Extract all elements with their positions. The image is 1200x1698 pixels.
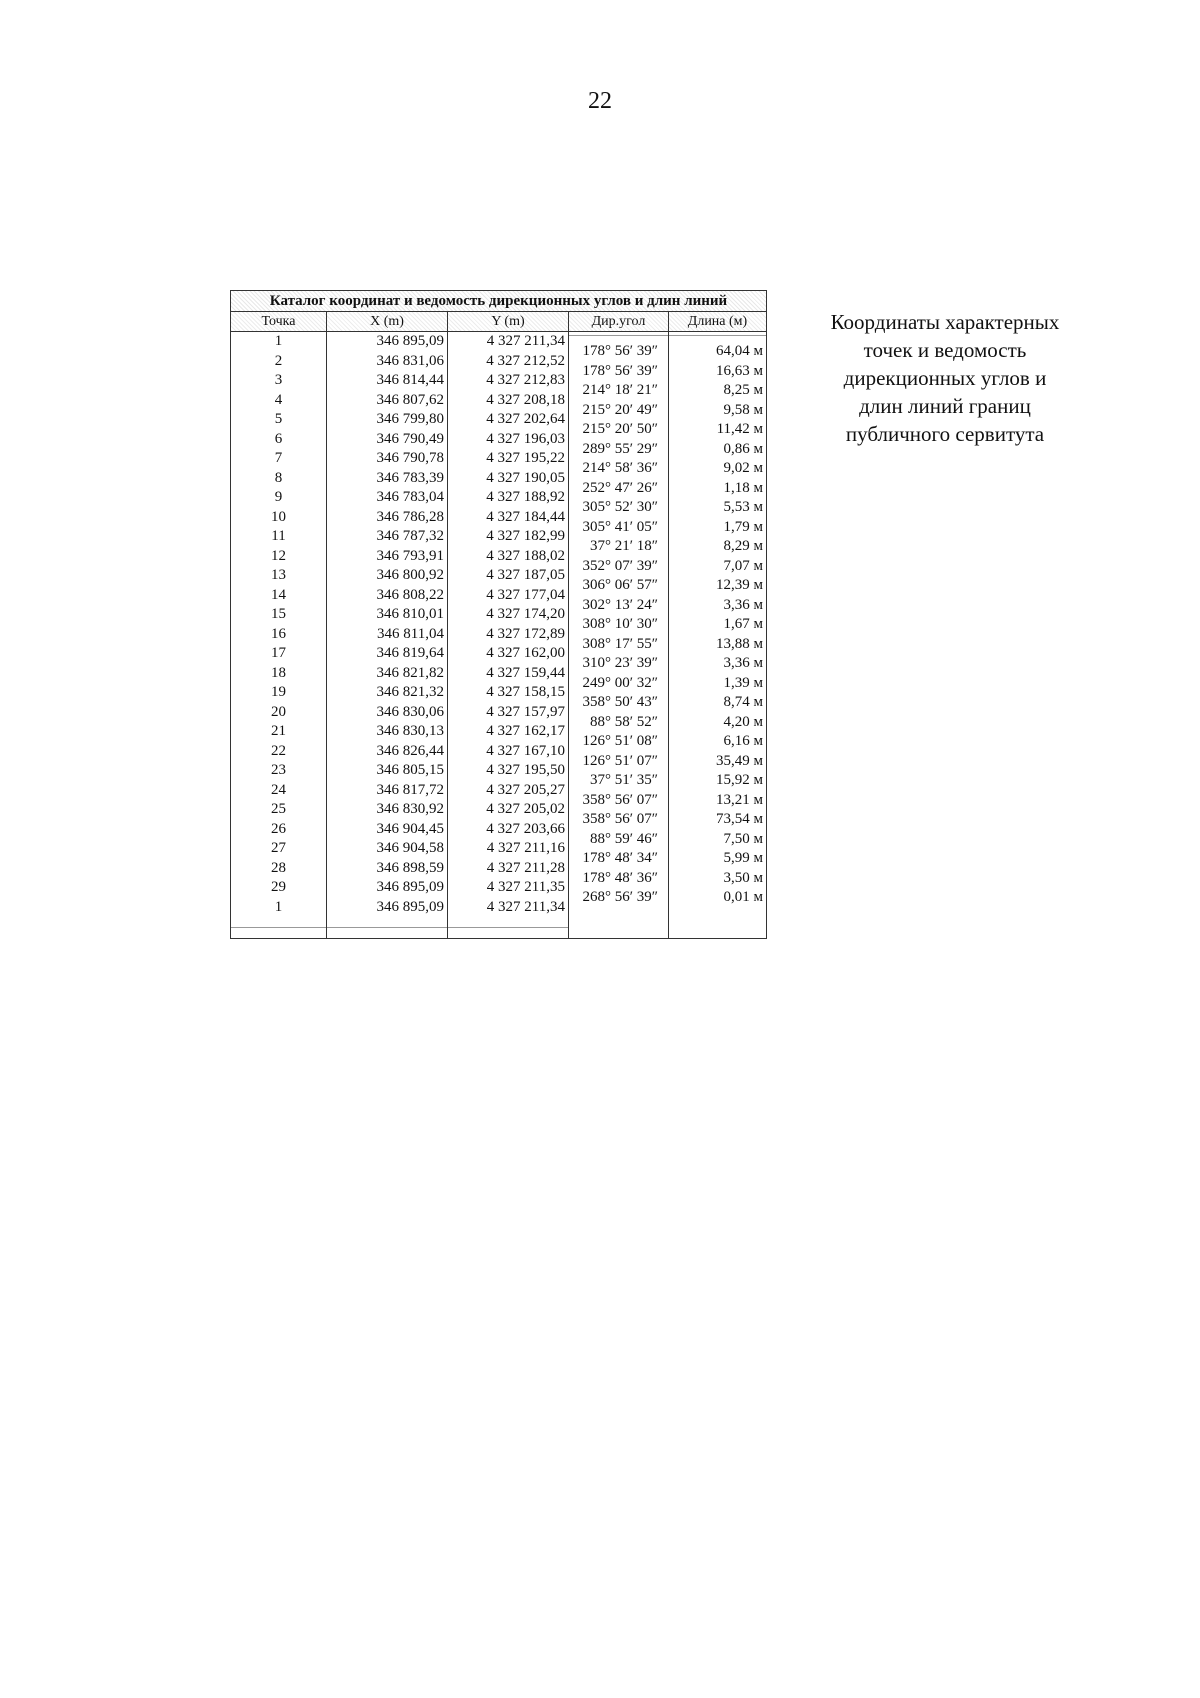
table-cell: 20 bbox=[271, 703, 286, 720]
table-cell: 4 327 196,03 bbox=[486, 430, 565, 447]
table-cell: 4 327 211,34 bbox=[486, 898, 565, 915]
x-column bbox=[327, 332, 448, 938]
table-cell: 346 783,39 bbox=[376, 469, 444, 486]
table-cell: 346 790,49 bbox=[376, 430, 444, 447]
table-header-row bbox=[231, 312, 766, 332]
table-cell: 4 327 182,99 bbox=[486, 528, 565, 544]
table-cell: 126° 51′ 07″ bbox=[582, 752, 658, 769]
table-title: Каталог координат и ведомость дирекционных углов и длин линий bbox=[231, 291, 766, 312]
table-cell: 35,49 м bbox=[716, 752, 763, 769]
table-cell: 346 814,44 bbox=[376, 372, 444, 388]
coordinate-catalog-table bbox=[230, 290, 767, 939]
table-cell: 308° 10′ 30″ bbox=[582, 616, 658, 632]
table-cell: 6,16 м bbox=[723, 733, 763, 749]
table-cell: 4,20 м bbox=[723, 713, 763, 730]
table-cell: 0,01 м bbox=[723, 889, 763, 905]
table-cell: 4 327 187,05 bbox=[486, 567, 565, 583]
table-cell: 18 bbox=[271, 664, 286, 681]
table-cell: 4 327 158,15 bbox=[486, 684, 565, 700]
table-cell: 23 bbox=[271, 762, 286, 778]
table-cell: 4 327 203,66 bbox=[486, 820, 565, 837]
table-cell: 4 327 174,20 bbox=[486, 606, 565, 622]
table-cell: 249° 00′ 32″ bbox=[582, 674, 658, 691]
table-cell: 346 790,78 bbox=[376, 450, 444, 466]
table-cell: 5 bbox=[274, 411, 283, 427]
table-cell: 346 810,01 bbox=[376, 606, 444, 622]
table-cell: 16 bbox=[271, 625, 286, 642]
table-cell: 28 bbox=[271, 859, 286, 876]
table-cell: 88° 58′ 52″ bbox=[589, 713, 658, 730]
table-cell: 4 327 211,35 bbox=[486, 879, 565, 895]
caption-line: Координаты характерных bbox=[830, 310, 1060, 334]
table-cell: 8 bbox=[274, 469, 283, 486]
table-cell: 346 811,04 bbox=[377, 625, 444, 642]
table-cell: 268° 56′ 39″ bbox=[582, 889, 658, 905]
page-number: 22 bbox=[588, 88, 612, 114]
table-cell: 37° 21′ 18″ bbox=[589, 538, 658, 554]
table-cell: 346 819,64 bbox=[376, 645, 444, 661]
table-cell: 346 904,58 bbox=[376, 840, 444, 856]
table-cell: 214° 18′ 21″ bbox=[582, 382, 658, 398]
direction-angle-column bbox=[569, 332, 669, 938]
point-column bbox=[231, 332, 327, 938]
header-length: Длина (м) bbox=[687, 314, 748, 329]
table-cell: 178° 56′ 39″ bbox=[582, 362, 658, 379]
table-cell: 11 bbox=[271, 528, 286, 544]
table-cell: 4 bbox=[274, 391, 283, 408]
table-cell: 1,39 м bbox=[723, 674, 763, 691]
table-cell: 358° 56′ 07″ bbox=[582, 791, 658, 808]
table-cell: 178° 48′ 36″ bbox=[582, 869, 658, 886]
table-cell: 9,58 м bbox=[723, 401, 763, 418]
table-cell: 346 821,32 bbox=[376, 684, 444, 700]
table-cell: 12,39 м bbox=[716, 577, 763, 593]
table-cell: 13,88 м bbox=[716, 635, 763, 652]
table-cell: 346 831,06 bbox=[376, 352, 444, 369]
table-cell: 4 327 195,22 bbox=[486, 450, 565, 466]
table-cell: 9,02 м bbox=[723, 460, 763, 476]
table-cell: 21 bbox=[271, 723, 286, 739]
table-cell: 346 800,92 bbox=[376, 567, 444, 583]
table-cell: 4 327 205,27 bbox=[486, 781, 565, 798]
table-cell: 4 327 159,44 bbox=[486, 664, 565, 681]
table-cell: 352° 07′ 39″ bbox=[582, 557, 658, 574]
table-cell: 7,50 м bbox=[723, 830, 763, 847]
table-cell: 0,86 м bbox=[723, 440, 763, 457]
table-cell: 5,99 м bbox=[723, 850, 763, 866]
table-cell: 178° 48′ 34″ bbox=[582, 850, 658, 866]
table-cell: 214° 58′ 36″ bbox=[582, 460, 658, 476]
table-cell: 25 bbox=[271, 801, 286, 817]
table-cell: 346 817,72 bbox=[376, 781, 444, 798]
table-cell: 4 327 162,00 bbox=[486, 645, 565, 661]
table-cell: 8,25 м bbox=[723, 382, 763, 398]
header-x: X (m) bbox=[327, 312, 448, 331]
table-cell: 346 904,45 bbox=[376, 820, 444, 837]
table-cell: 358° 50′ 43″ bbox=[582, 694, 658, 710]
table-cell: 346 830,06 bbox=[376, 703, 444, 720]
table-cell: 305° 41′ 05″ bbox=[582, 518, 658, 535]
table-cell: 215° 20′ 49″ bbox=[582, 401, 658, 418]
table-cell: 29 bbox=[271, 879, 286, 895]
table-cell: 4 327 211,34 bbox=[486, 333, 565, 349]
table-cell: 215° 20′ 50″ bbox=[582, 421, 658, 437]
header-point: Точка bbox=[231, 312, 327, 331]
table-cell: 289° 55′ 29″ bbox=[582, 440, 658, 457]
table-cell: 16,63 м bbox=[716, 362, 763, 379]
table-cell: 1,67 м bbox=[723, 616, 763, 632]
table-cell: 4 327 211,28 bbox=[486, 859, 565, 876]
table-cell: 346 807,62 bbox=[376, 391, 444, 408]
table-cell: 346 805,15 bbox=[376, 762, 444, 778]
table-cell: 358° 56′ 07″ bbox=[582, 811, 658, 827]
table-cell: 13 bbox=[271, 567, 286, 583]
table-cell: 3,36 м bbox=[723, 596, 763, 613]
table-cell: 1,18 м bbox=[723, 479, 763, 496]
table-cell: 88° 59′ 46″ bbox=[589, 830, 658, 847]
table-cell: 14 bbox=[271, 586, 286, 603]
table-cell: 15,92 м bbox=[716, 772, 763, 788]
table-cell: 15 bbox=[271, 606, 286, 622]
table-cell: 17 bbox=[271, 645, 286, 661]
table-cell: 3,50 м bbox=[723, 869, 763, 886]
table-cell: 126° 51′ 08″ bbox=[582, 733, 658, 749]
table-cell: 346 799,80 bbox=[376, 411, 444, 427]
table-cell: 346 895,09 bbox=[376, 333, 444, 349]
y-column bbox=[448, 332, 569, 938]
table-cell: 4 327 188,92 bbox=[486, 489, 565, 505]
length-column bbox=[669, 332, 766, 938]
table-cell: 8,29 м bbox=[723, 538, 763, 554]
table-cell: 73,54 м bbox=[716, 811, 763, 827]
table-cell: 4 327 167,10 bbox=[486, 742, 565, 759]
table-cell: 26 bbox=[271, 820, 286, 837]
table-cell: 4 327 202,64 bbox=[486, 411, 565, 427]
table-cell: 22 bbox=[271, 742, 286, 759]
table-cell: 4 327 190,05 bbox=[486, 469, 565, 486]
table-cell: 346 826,44 bbox=[376, 742, 444, 759]
table-cell: 4 327 205,02 bbox=[486, 801, 565, 817]
table-cell: 37° 51′ 35″ bbox=[589, 772, 658, 788]
table-cell: 346 808,22 bbox=[376, 586, 444, 603]
table-cell: 3,36 м bbox=[723, 655, 763, 671]
caption-line: точек и ведомость bbox=[863, 338, 1027, 362]
caption-line: дирекционных углов и bbox=[843, 366, 1047, 390]
table-cell: 4 327 212,52 bbox=[486, 352, 565, 369]
table-cell: 346 793,91 bbox=[376, 547, 444, 564]
table-cell: 1,79 м bbox=[723, 518, 763, 535]
table-cell: 178° 56′ 39″ bbox=[582, 343, 658, 359]
table-cell: 305° 52′ 30″ bbox=[582, 499, 658, 515]
table-cell: 4 327 157,97 bbox=[486, 703, 565, 720]
caption bbox=[790, 308, 1100, 448]
table-body bbox=[231, 332, 766, 938]
table-cell: 1 bbox=[274, 898, 283, 915]
table-cell: 4 327 184,44 bbox=[486, 508, 565, 525]
table-cell: 4 327 172,89 bbox=[486, 625, 565, 642]
table-cell: 302° 13′ 24″ bbox=[582, 596, 658, 613]
table-cell: 346 783,04 bbox=[376, 489, 444, 505]
table-cell: 346 821,82 bbox=[376, 664, 444, 681]
table-cell: 7 bbox=[274, 450, 283, 466]
table-cell: 306° 06′ 57″ bbox=[582, 577, 658, 593]
caption-line: публичного сервитута bbox=[845, 422, 1045, 446]
table-cell: 346 895,09 bbox=[376, 879, 444, 895]
table-cell: 308° 17′ 55″ bbox=[582, 635, 658, 652]
table-cell: 346 895,09 bbox=[376, 898, 444, 915]
table-cell: 11,42 м bbox=[716, 421, 763, 437]
table-cell: 2 bbox=[274, 352, 283, 369]
table-cell: 64,04 м bbox=[716, 343, 763, 359]
table-cell: 4 327 211,16 bbox=[486, 840, 565, 856]
header-y: Y (m) bbox=[448, 312, 569, 331]
table-cell: 24 bbox=[271, 781, 286, 798]
table-cell: 10 bbox=[271, 508, 286, 525]
table-cell: 4 327 188,02 bbox=[486, 547, 565, 564]
table-cell: 346 787,32 bbox=[376, 528, 444, 544]
table-cell: 13,21 м bbox=[716, 791, 763, 808]
table-cell: 4 327 208,18 bbox=[486, 391, 565, 408]
caption-line: длин линий границ bbox=[859, 394, 1031, 418]
table-cell: 4 327 195,50 bbox=[486, 762, 565, 778]
table-cell: 346 830,13 bbox=[376, 723, 444, 739]
table-cell: 4 327 162,17 bbox=[486, 723, 565, 739]
table-cell: 346 898,59 bbox=[376, 859, 444, 876]
table-cell: 4 327 212,83 bbox=[486, 372, 565, 388]
table-cell: 3 bbox=[274, 372, 283, 388]
table-cell: 346 786,28 bbox=[376, 508, 444, 525]
table-cell: 19 bbox=[271, 684, 286, 700]
table-cell: 12 bbox=[271, 547, 286, 564]
table-cell: 5,53 м bbox=[723, 499, 763, 515]
table-cell: 4 327 177,04 bbox=[486, 586, 565, 603]
header-direction-angle: Дир.угол bbox=[569, 312, 669, 331]
table-cell: 8,74 м bbox=[723, 694, 763, 710]
table-cell: 9 bbox=[274, 489, 283, 505]
table-cell: 6 bbox=[274, 430, 283, 447]
table-cell: 27 bbox=[271, 840, 286, 856]
table-cell: 7,07 м bbox=[723, 557, 763, 574]
table-cell: 310° 23′ 39″ bbox=[582, 655, 658, 671]
table-cell: 252° 47′ 26″ bbox=[582, 479, 658, 496]
table-cell: 1 bbox=[274, 333, 283, 349]
table-cell: 346 830,92 bbox=[376, 801, 444, 817]
